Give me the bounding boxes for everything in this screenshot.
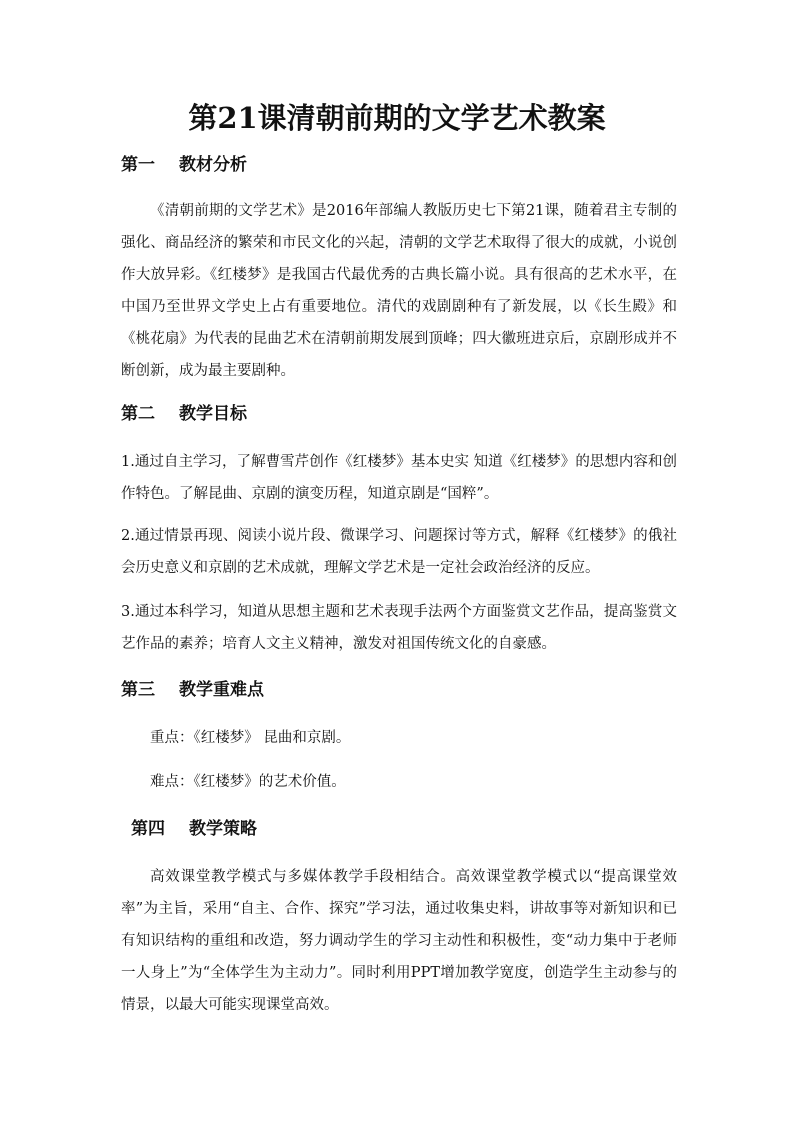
section-number: 第二 — [121, 404, 155, 424]
difficult-point-line: 难点：《红楼梦》的艺术价值。 — [150, 774, 346, 790]
section-heading-teaching-goals — [121, 402, 247, 426]
section-name: 教学重难点 — [179, 680, 264, 700]
teaching-goal-item-3: 3.通过本科学习，知道从思想主题和艺术表现手法两个方面鉴赏文艺作品，提高鉴赏文艺作品的素养；培育人文主义精神，激发对祖国传统文化的自豪感。 — [121, 604, 677, 652]
page-title: 第21课清朝前期的文学艺术教案 — [188, 101, 606, 135]
section-number: 第一 — [121, 155, 155, 175]
section-heading-textbook-analysis — [121, 153, 247, 177]
textbook-analysis-paragraph: 《清朝前期的文学艺术》是2016年部编人教版历史七下第21课，随着君主专制的强化、商品经济的繁荣和市民文化的兴起，清朝的文学艺术取得了很大的成就，小说创作大放异彩。《红楼梦》是我国古代最优秀的古典长篇小说。具有很高的艺术水平，在中国乃至世界文学史上占有重要地位。清代的戏剧剧种有了新发展，以《长生殿》和《桃花扇》为代表的昆曲艺术在清朝前期发展到顶峰；四大徽班进京后，京剧形成并不断创新，成为最主要剧种。 — [121, 203, 677, 379]
teaching-strategy-paragraph: 高效课堂教学模式与多媒体教学手段相结合。高效课堂教学模式以“提高课堂效率”为主旨，采用“自主、合作、探究”学习法，通过收集史料，讲故事等对新知识和已有知识结构的重组和改造，努力调动学生的学习主动性和积极性，变“动力集中于老师一人身上”为“全体学生为主动力”。同时利用PPT增加教学宽度，创造学生主动参与的情景，以最大可能实现课堂高效。 — [121, 869, 677, 1013]
teaching-goal-item-1: 1.通过自主学习，了解曹雪芹创作《红楼梦》基本史实 知道《红楼梦》的思想内容和创作特色。了解昆曲、京剧的演变历程，知道京剧是“国粹”。 — [121, 454, 677, 502]
teaching-goal-item-2: 2.通过情景再现、阅读小说片段、微课学习、问题探讨等方式，解释《红楼梦》的俄社会历史意义和京剧的艺术成就，理解文学艺术是一定社会政治经济的反应。 — [121, 528, 677, 576]
section-number: 第四 — [131, 819, 165, 839]
section-name: 教材分析 — [179, 155, 247, 175]
section-name: 教学策略 — [189, 819, 257, 839]
section-name: 教学目标 — [179, 404, 247, 424]
section-number: 第三 — [121, 680, 155, 700]
section-heading-teaching-strategy — [131, 817, 257, 841]
key-point-line: 重点：《红楼梦》 昆曲和京剧。 — [150, 730, 351, 746]
section-heading-key-difficult-points — [121, 678, 264, 702]
